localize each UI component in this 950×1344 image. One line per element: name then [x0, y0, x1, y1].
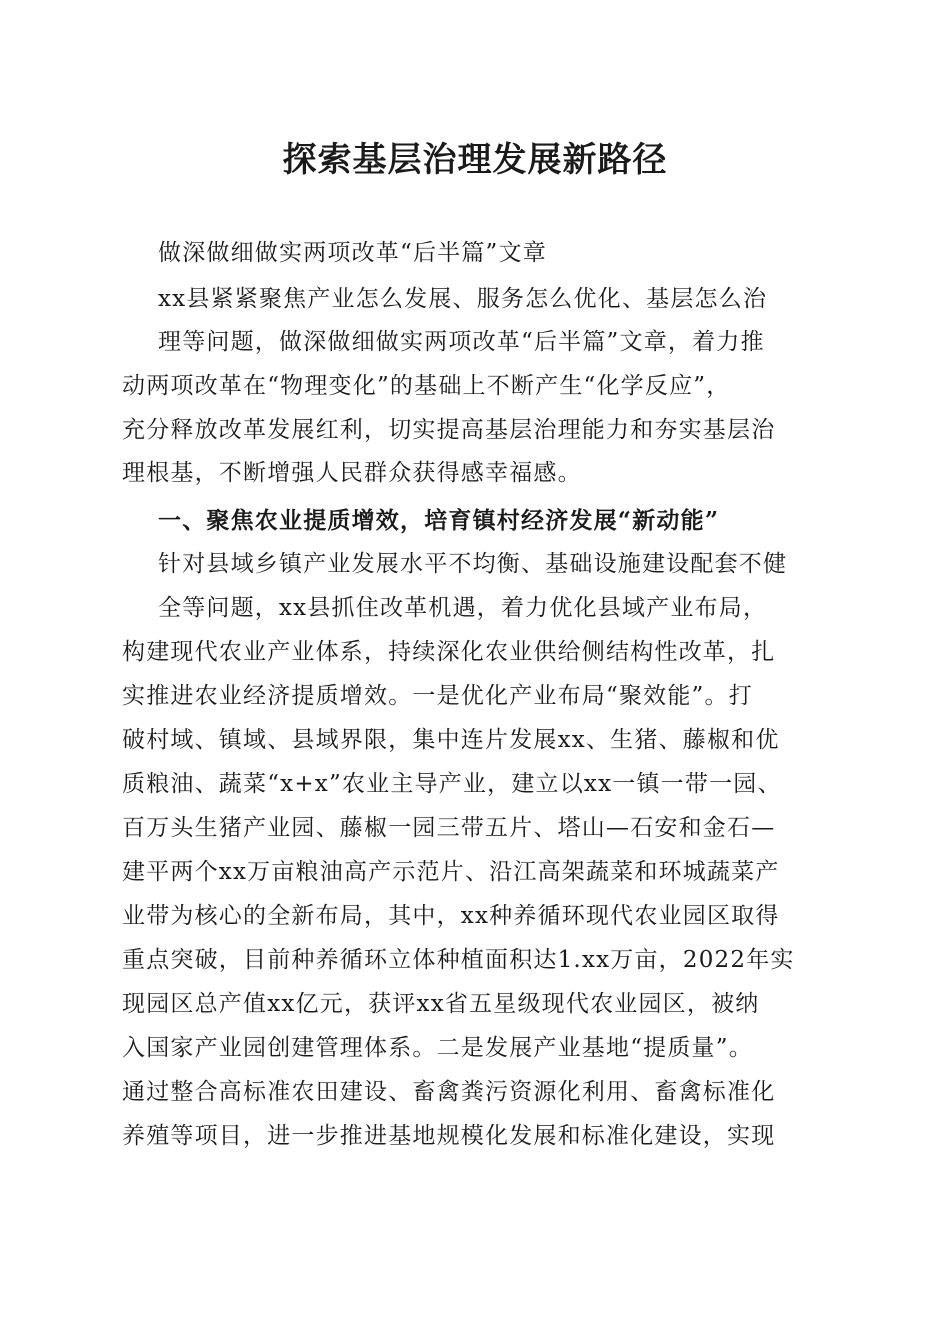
paragraph-line: 质粮油、蔬菜“x+x”农业主导产业，建立以xx一镇一带一园、 — [122, 771, 782, 797]
paragraph-line: 实推进农业经济提质增效。一是优化产业布局“聚效能”。打 — [122, 683, 753, 709]
paragraph-line: 入国家产业园创建管理体系。二是发展产业基地“提质量”。 — [122, 1035, 753, 1061]
paragraph-line: 破村域、镇域、县域界限，集中连片发展xx、生猪、藤椒和优 — [122, 727, 780, 753]
paragraph-line: 通过整合高标准农田建设、畜禽粪污资源化利用、畜禽标准化 — [122, 1079, 776, 1105]
paragraph-line: 理根基，不断增强人民群众获得感幸福感。 — [122, 460, 582, 486]
section-heading: 一、聚焦农业提质增效，培育镇村经济发展“新动能” — [158, 507, 720, 534]
paragraph-line: xx县紧紧聚焦产业怎么发展、服务怎么优化、基层怎么治 — [158, 286, 768, 312]
paragraph-line: 理等问题，做深做细做实两项改革“后半篇”文章，着力推 — [158, 329, 765, 355]
paragraph-line: 百万头生猪产业园、藤椒一园三带五片、塔山—石安和金石— — [122, 815, 776, 841]
paragraph-line: 建平两个xx万亩粮油高产示范片、沿江高架蔬菜和环城蔬菜产 — [122, 859, 780, 885]
paragraph-line: 充分释放改革发展红利，切实提高基层治理能力和夯实基层治 — [122, 417, 776, 443]
paragraph-line: 现园区总产值xx亿元，获评xx省五星级现代农业园区，被纳 — [122, 991, 760, 1017]
paragraph-line: 构建现代农业产业体系，持续深化农业供给侧结构性改革，扎 — [122, 639, 776, 665]
paragraph-line: 业带为核心的全新布局，其中，xx种养循环现代农业园区取得 — [122, 903, 780, 929]
paragraph-line: 全等问题，xx县抓住改革机遇，着力优化县域产业布局， — [158, 595, 768, 621]
paragraph-line: 针对县域乡镇产业发展水平不均衡、基础设施建设配套不健 — [158, 551, 788, 577]
document-title: 探索基层治理发展新路径 — [282, 140, 668, 180]
paragraph-line: 重点突破，目前种养循环立体种植面积达1.xx万亩，2022年实 — [122, 947, 795, 973]
paragraph-line: 养殖等项目，进一步推进基地规模化发展和标准化建设，实现 — [122, 1123, 776, 1149]
document-subtitle: 做深做细做实两项改革“后半篇”文章 — [158, 240, 547, 266]
paragraph-line: 动两项改革在“物理变化”的基础上不断产生“化学反应”， — [122, 373, 731, 399]
